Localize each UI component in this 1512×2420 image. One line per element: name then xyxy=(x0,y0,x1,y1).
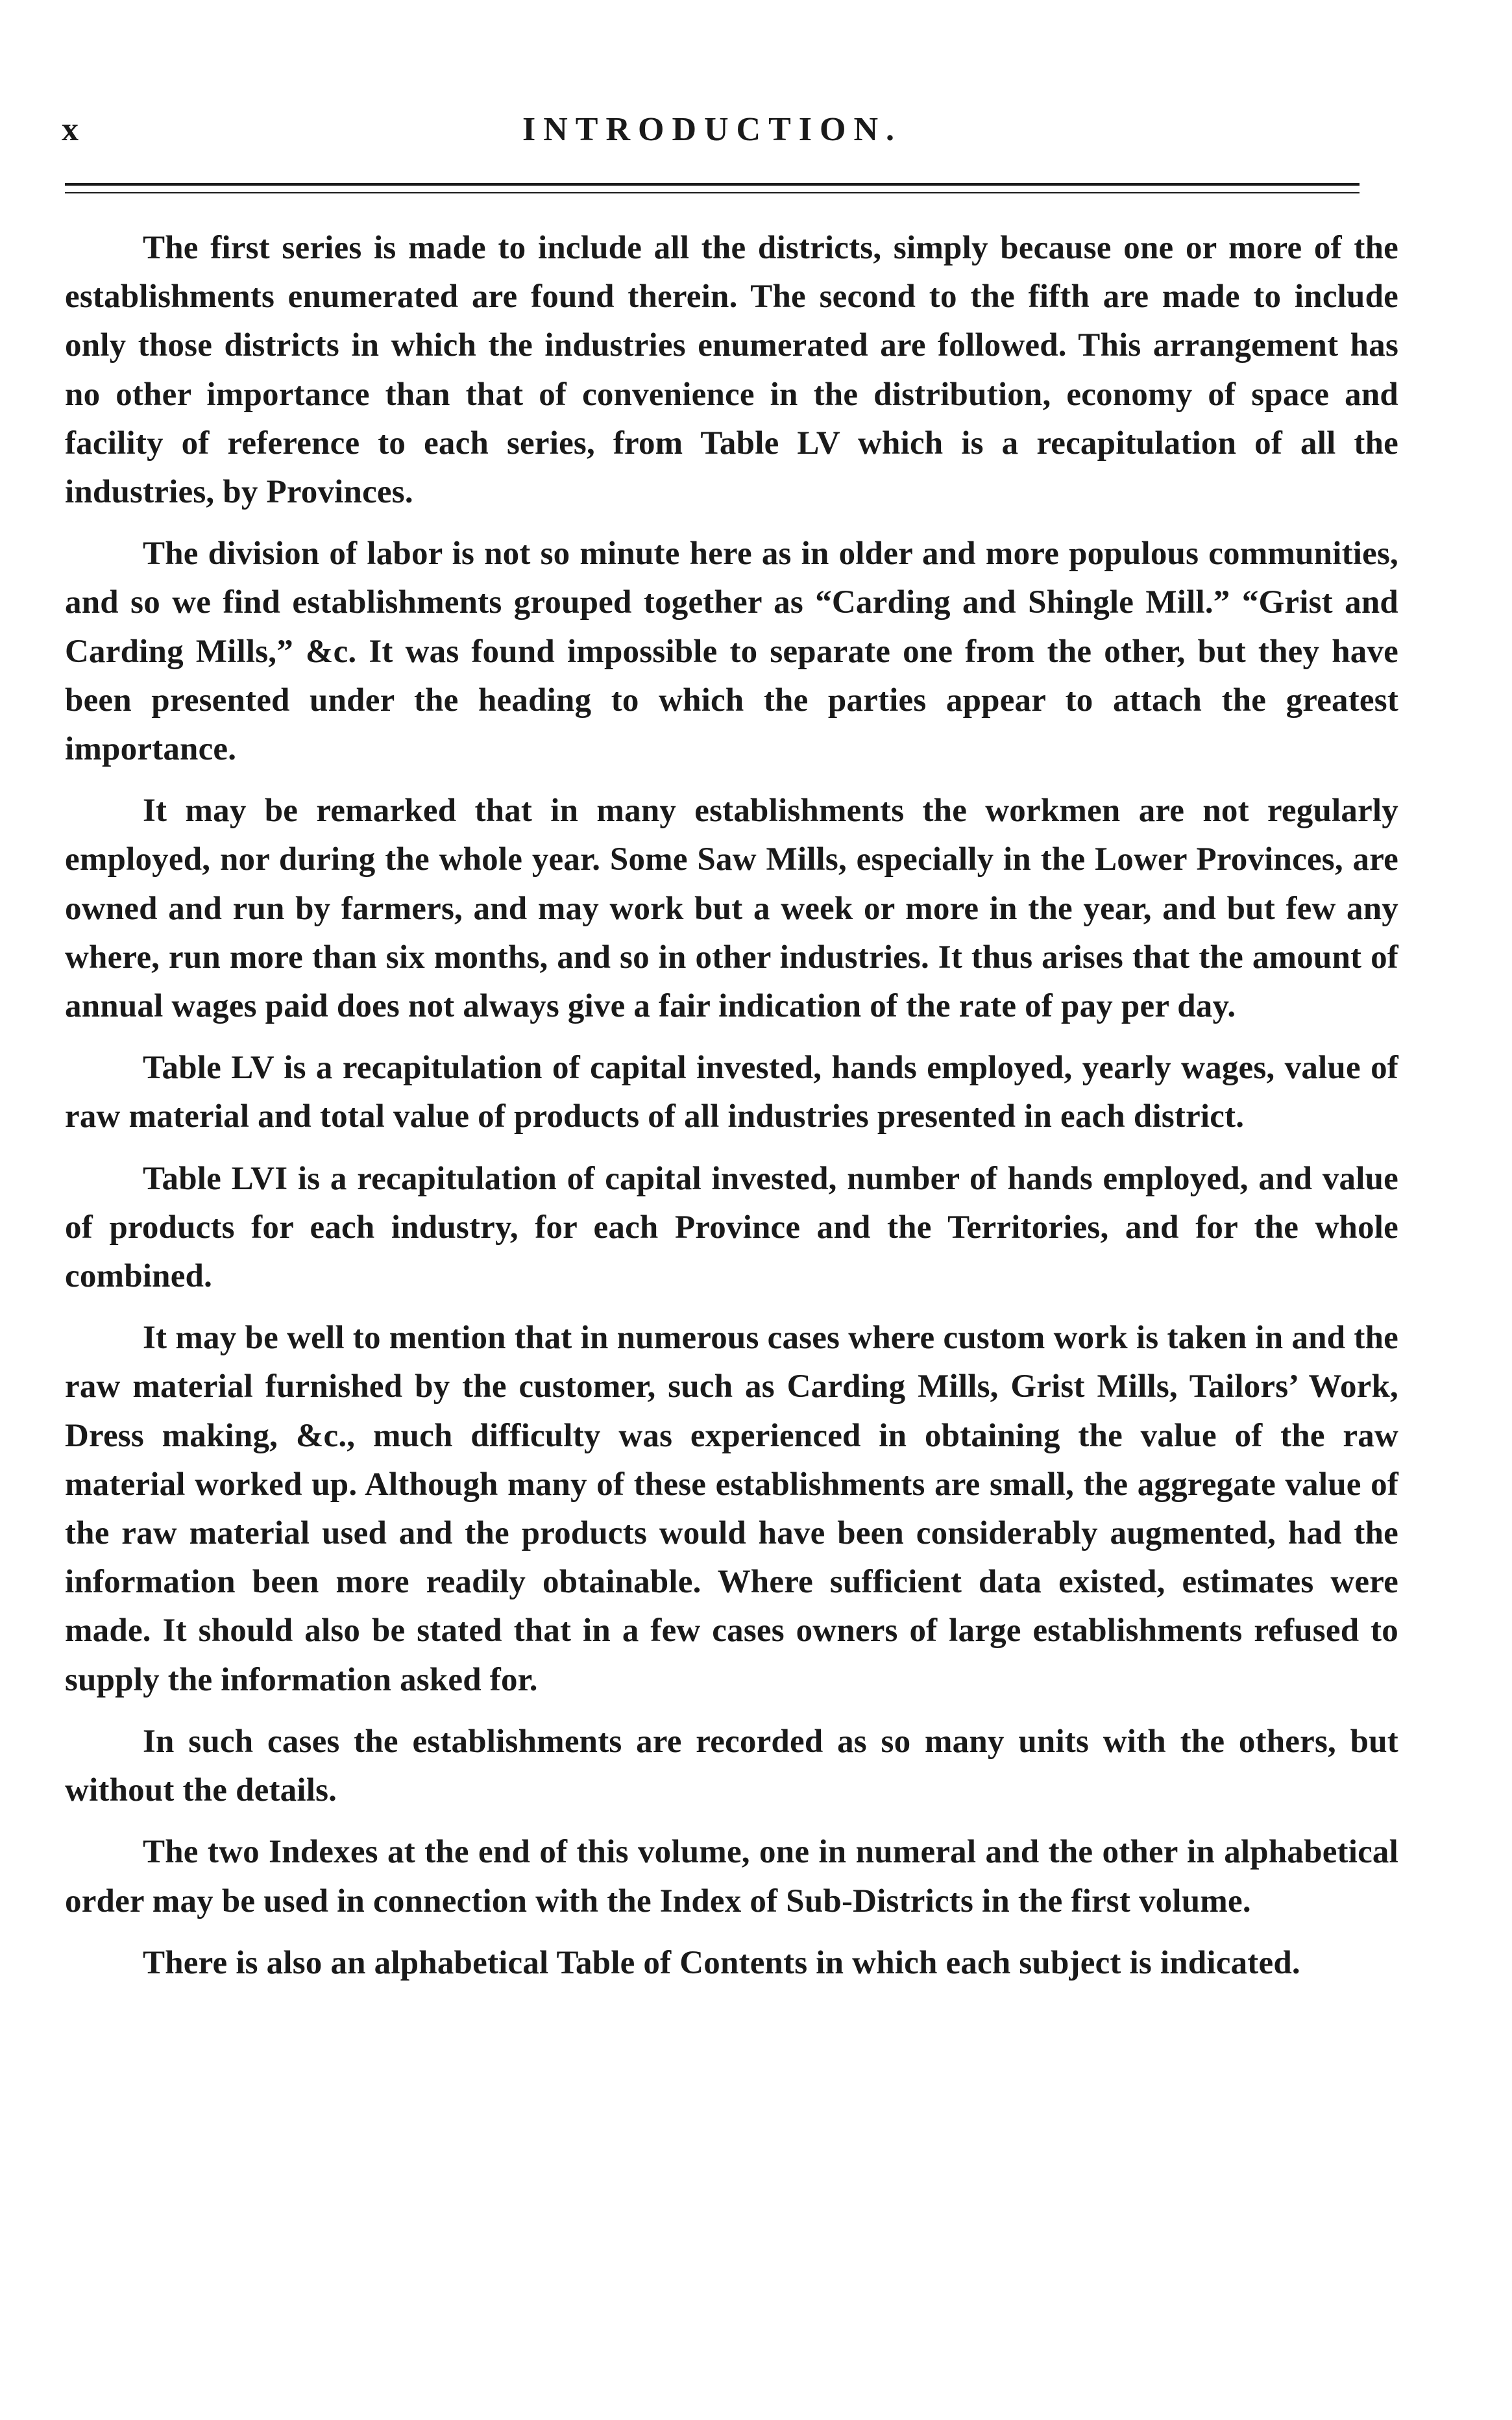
page-number: x xyxy=(62,111,79,148)
body-text xyxy=(65,224,1398,2001)
paragraph-table-lvi: Table LVI is a recapitulation of capital invested, number of hands employed, and value of products for each industry, for each Province and the Territories, and for the whole combined. xyxy=(65,1160,1398,1295)
paragraph-indexes: The two Indexes at the end of this volume, one in numeral and the other in alphabetical order may be used in connection with the Index of Sub-Districts in the first volume. xyxy=(65,1834,1398,1920)
header-rule-thick xyxy=(65,183,1360,186)
paragraph-workmen: It may be remarked that in many establishments the workmen are not regularly employed, nor during the whole year. Some Saw Mills, especially in the Lower Provinces, are owned and run by farmers, and may work but a week or more in the year, and but few any where, run more than six months, and so in other industries. It thus arises that the amount of annual wages paid does not always give a fair indication of the rate of pay per day. xyxy=(65,793,1398,1025)
page-header xyxy=(62,104,1363,162)
paragraph-such-cases: In such cases the establishments are recorded as so many units with the others, but without the details. xyxy=(65,1723,1398,1809)
paragraph-table-lv: Table LV is a recapitulation of capital invested, hands employed, yearly wages, value of raw material and total value of products of all industries presented in each district. xyxy=(65,1050,1398,1135)
paragraph-table-of-contents: There is also an alphabetical Table of Contents in which each subject is indicated. xyxy=(143,1944,1300,1981)
header-rule-thin xyxy=(65,192,1360,193)
paragraph-custom-work: It may be well to mention that in numerous cases where custom work is taken in and the raw material furnished by the customer, such as Carding Mills, Grist Mills, Tailors’ Work, Dress making, &c., much difficulty was experienced in obtaining the value of the raw material worked up. Although many of these establishments are small, the aggregate value of the raw material used and the products would have been considerably augmented, had the information been more readily obtainable. Where sufficient data existed, estimates were made. It should also be stated that in a few cases owners of large establishments refused to supply the information asked for. xyxy=(65,1320,1398,1698)
running-head-title: INTRODUCTION. xyxy=(522,111,903,148)
paragraph-division-of-labor: The division of labor is not so minute here as in older and more populous communities, and so we find establishments grouped together as “Carding and Shingle Mill.” “Grist and Carding Mills,” &c. It was found impossible to separate one from the other, but they have been presented under the heading to which the parties appear to attach the greatest importance. xyxy=(65,536,1398,768)
paragraph-series: The first series is made to include all the districts, simply because one or more of the establishments enumerated are found therein. The second to the fifth are made to include only those districts in which the industries enumerated are followed. This arrangement has no other importance than that of convenience in the distribution, economy of space and facility of reference to each series, from Table LV which is a recapitulation of all the industries, by Provinces. xyxy=(65,230,1398,511)
